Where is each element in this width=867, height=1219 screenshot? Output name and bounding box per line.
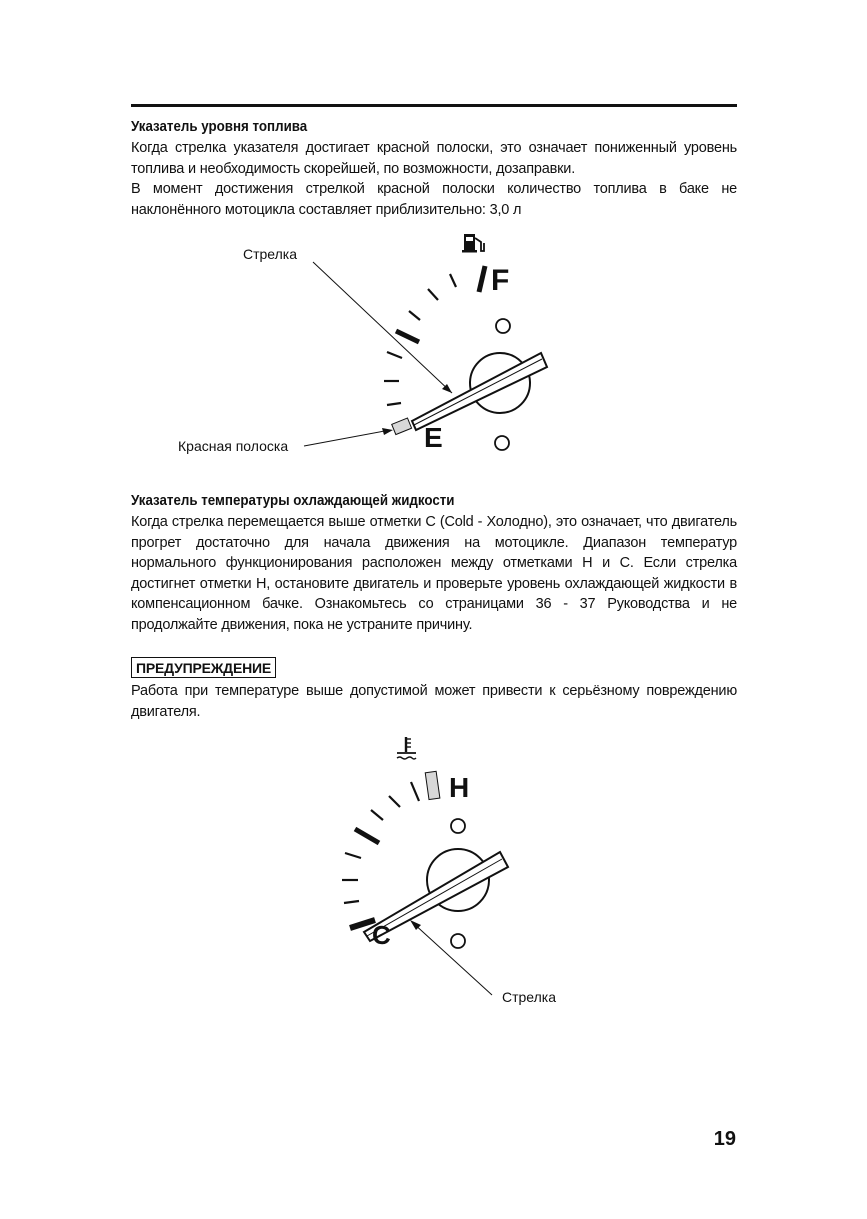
warning-label: ПРЕДУПРЕЖДЕНИЕ [131,657,276,678]
temp-gauge-mount-hole-top [451,819,465,833]
temp-gauge-mount-hole-bottom [451,934,465,948]
fuel-paragraph-1: Когда стрелка указателя достигает красной полоски, это означает пониженный уровень топлива и необходимость скорейшей, по возможности, дозаправки. [131,140,737,177]
fuel-empty-label: E [424,422,443,453]
temp-heading: Указатель температуры охлаждающей жидкости [131,493,455,509]
temp-hot-label: H [449,772,470,803]
temp-needle-callout-leader [412,922,492,995]
fuel-red-strip-callout: Красная полоска [178,438,289,454]
fuel-full-label: F [491,264,510,297]
warning-text: Работа при температуре выше допустимой может привести к серьёзному повреждению двигателя. [131,683,737,720]
fuel-needle-callout: Стрелка [243,246,298,262]
fuel-heading: Указатель уровня топлива [131,119,308,135]
temp-needle-callout: Стрелка [502,989,557,1005]
temp-cold-label: C [372,920,391,950]
page-number: 19 [713,1128,736,1150]
coolant-temperature-icon [397,737,416,759]
temp-paragraph: Когда стрелка перемещается выше отметки С (Cold - Холодно), это означает, что двигатель прогрет достаточно для начала движения на мотоцикле. Диапазон температур нормального функционирования расположен между отметками Н и С. Если стрелка достигнет отметки Н, остановите двигатель и проверьте уровень охлаждающей жидкости в компенсационном бачке. Ознакомьтесь со страницами 36 - 37 Руководства и не продолжайте движения, пока не устраните причину. [131,514,737,633]
temp-hot-strip [425,771,440,799]
fuel-paragraph-2: В момент достижения стрелкой красной полоски количество топлива в баке не наклонённого мотоцикла составляет приблизительно: 3,0 л [131,181,737,218]
